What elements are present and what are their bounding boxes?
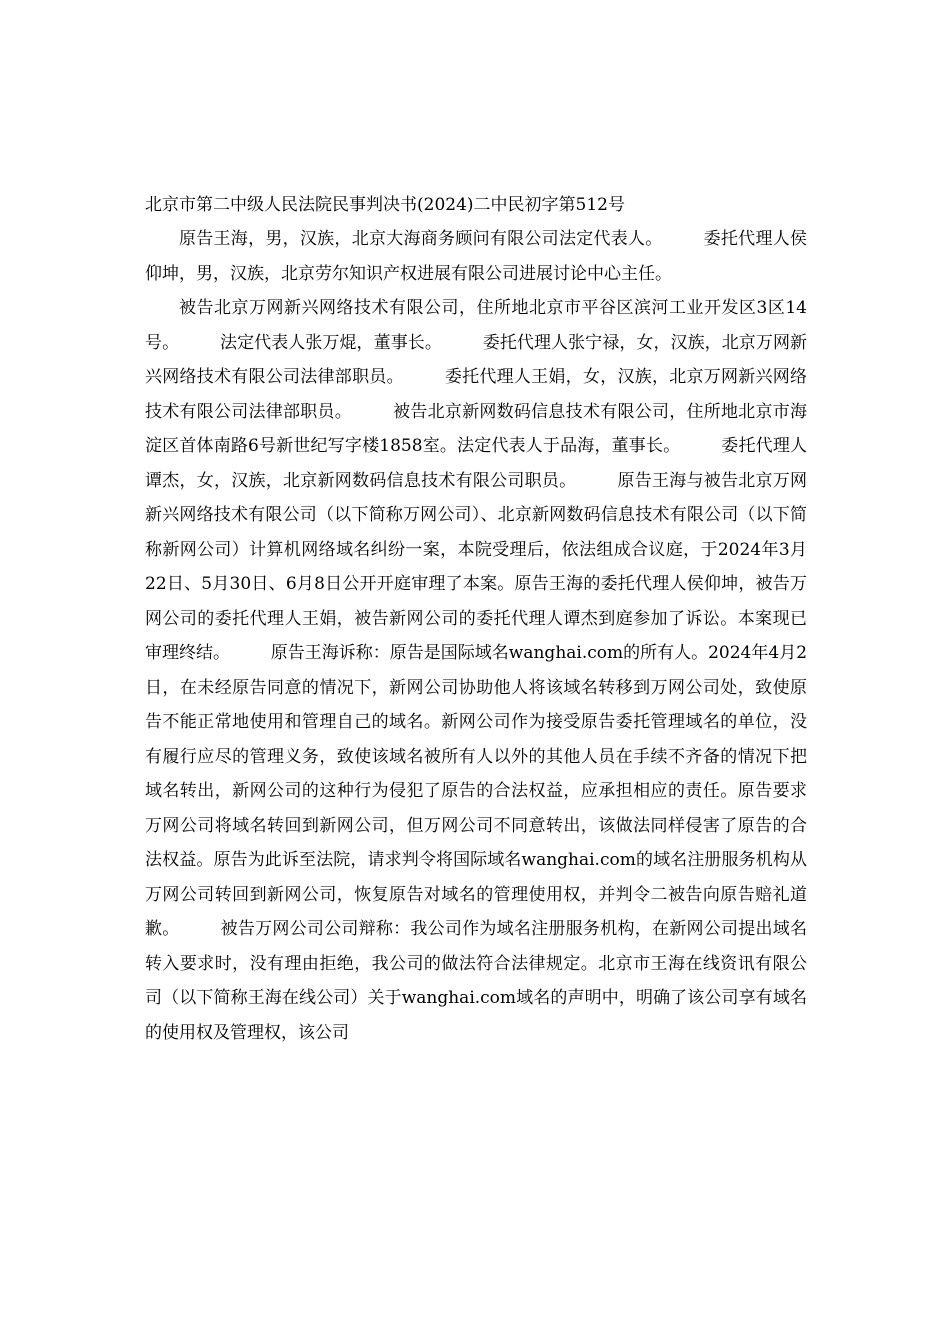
- document-title: 北京市第二中级人民法院民事判决书(2024)二中民初字第512号: [145, 195, 625, 215]
- plaintiff-agent-info: 委托代理人侯仰坤，男，汉族，北京劳尔知识产权进展有限公司进展讨论中心主任。: [145, 229, 807, 284]
- defendants-and-claims-paragraph: [145, 291, 807, 1050]
- case-procedure: 原告王海与被告北京万网新兴网络技术有限公司（以下简称万网公司）、北京新网数码信息技术有限公司（以下简称新网公司）计算机网络域名纠纷一案，本院受理后，依法组成合议庭，于2024年3月22日、5月30日、6月8日公开开庭审理了本案。原告王海的委托代理人侯仰坤，被告万网公司的委托代理人王娟，被告新网公司的委托代理人谭杰到庭参加了诉讼。本案现已审理终结。: [145, 470, 807, 663]
- document-body: [145, 188, 807, 1050]
- defendant-1-info: 被告北京万网新兴网络技术有限公司，住所地北京市平谷区滨河工业开发区3区14号。: [145, 298, 807, 353]
- plaintiff-info: 原告王海，男，汉族，北京大海商务顾问有限公司法定代表人。: [179, 229, 663, 249]
- defendant-1-legal-rep: 法定代表人张万焜，董事长。: [219, 332, 442, 353]
- plaintiff-paragraph: [145, 222, 807, 291]
- defendant-defense: 被告万网公司公司辩称：我公司作为域名注册服务机构，在新网公司提出域名转入要求时，没有理由拒绝，我公司的做法符合法律规定。北京市王海在线资讯有限公司（以下简称王海在线公司）关于wanghai.com域名的声明中，明确了该公司享有域名的使用权及管理权，该公司: [145, 919, 808, 1043]
- defendant-1-agent-2: 委托代理人王娟，女，汉族，北京万网新兴网络技术有限公司法律部职员。: [145, 367, 808, 422]
- defendant-2-info: 被告北京新网数码信息技术有限公司，住所地北京市海淀区首体南路6号新世纪写字楼1858室。法定代表人于品海，董事长。: [145, 401, 808, 456]
- plaintiff-claims: 原告王海诉称：原告是国际域名wanghai.com的所有人。2024年4月2日，在未经原告同意的情况下，新网公司协助他人将该域名转移到万网公司处，致使原告不能正常地使用和管理自己的域名。新网公司作为接受原告委托管理域名的单位，没有履行应尽的管理义务，致使该域名被所有人以外的其他人员在手续不齐备的情况下把域名转出，新网公司的这种行为侵犯了原告的合法权益，应承担相应的责任。原告要求万网公司将域名转回到新网公司，但万网公司不同意转出，该做法同样侵害了原告的合法权益。原告为此诉至法院，请求判令将国际域名wanghai.com的域名注册服务机构从万网公司转回到新网公司，恢复原告对域名的管理使用权，并判令二被告向原告赔礼道歉。: [145, 643, 808, 939]
- defendant-1-agent-1: 委托代理人张宁禄，女，汉族，北京万网新兴网络技术有限公司法律部职员。: [145, 332, 808, 387]
- defendant-2-agent: 委托代理人谭杰，女，汉族，北京新网数码信息技术有限公司职员。: [145, 436, 807, 491]
